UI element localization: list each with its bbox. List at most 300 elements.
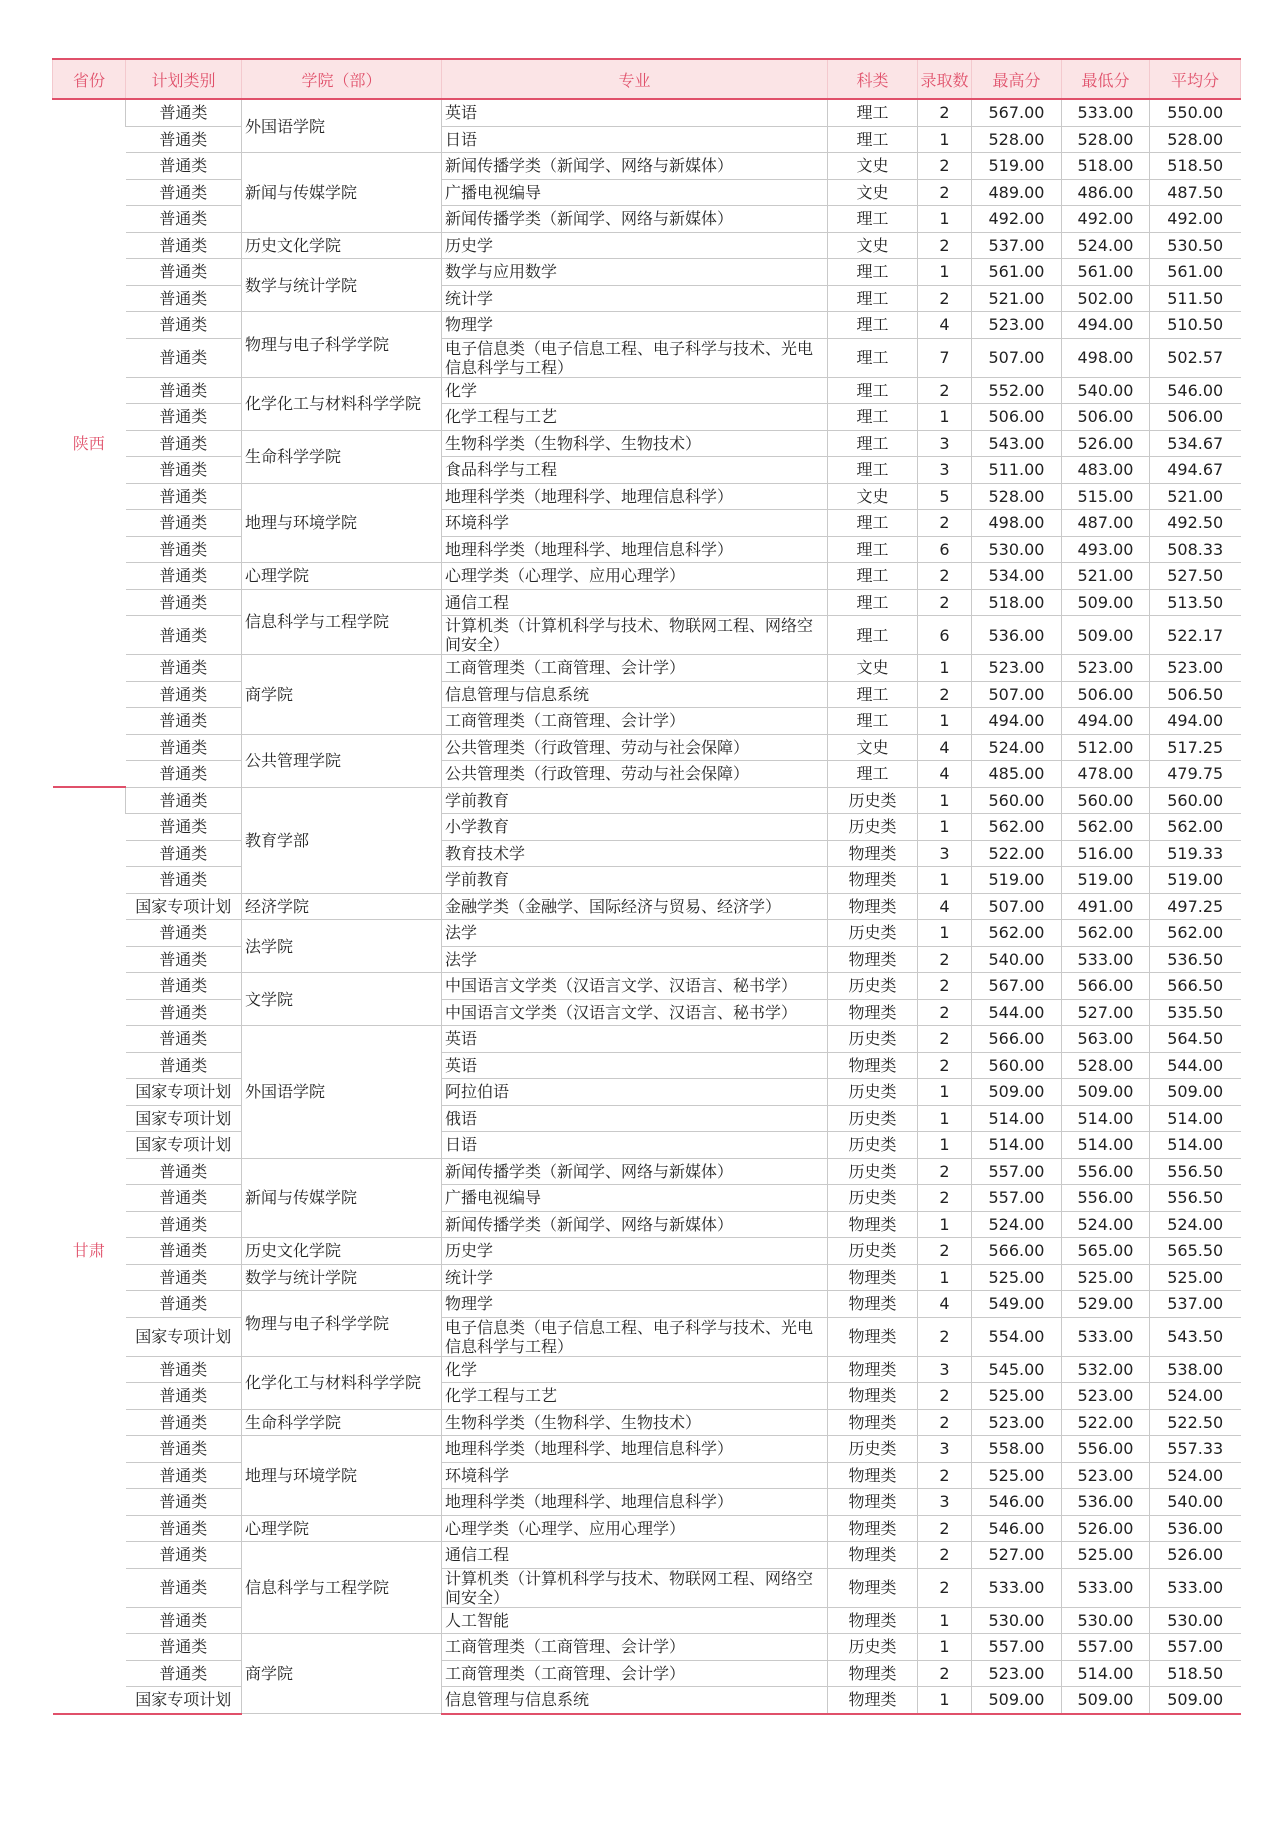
plan-type-cell: 普通类: [126, 285, 242, 312]
plan-type-cell: 普通类: [126, 99, 242, 126]
max-score-cell: 534.00: [972, 563, 1062, 590]
admitted-count-cell: 1: [918, 1132, 972, 1159]
admitted-count-cell: 1: [918, 920, 972, 947]
table-row: [53, 457, 1241, 484]
subject-cell: 理工: [828, 259, 918, 286]
avg-score-cell: 492.00: [1150, 206, 1241, 233]
major-cell: 中国语言文学类（汉语言文学、汉语言、秘书学）: [442, 973, 828, 1000]
college-cell: 心理学院: [242, 563, 442, 590]
admitted-count-cell: 6: [918, 616, 972, 655]
min-score-cell: 521.00: [1062, 563, 1150, 590]
major-cell: 信息管理与信息系统: [442, 1687, 828, 1714]
college-cell: 化学化工与材料科学学院: [242, 1356, 442, 1409]
plan-type-cell: 普通类: [126, 999, 242, 1026]
admitted-count-cell: 1: [918, 867, 972, 894]
min-score-cell: 527.00: [1062, 999, 1150, 1026]
avg-score-cell: 524.00: [1150, 1211, 1241, 1238]
admitted-count-cell: 2: [918, 1158, 972, 1185]
table-row: [53, 840, 1241, 867]
plan-type-cell: 普通类: [126, 1462, 242, 1489]
major-cell: 学前教育: [442, 867, 828, 894]
max-score-cell: 514.00: [972, 1105, 1062, 1132]
max-score-cell: 511.00: [972, 457, 1062, 484]
admitted-count-cell: 3: [918, 430, 972, 457]
plan-type-cell: 普通类: [126, 761, 242, 788]
subject-cell: 历史类: [828, 1185, 918, 1212]
plan-type-cell: 普通类: [126, 153, 242, 180]
admitted-count-cell: 2: [918, 232, 972, 259]
min-score-cell: 529.00: [1062, 1291, 1150, 1318]
major-cell: 物理学: [442, 1291, 828, 1318]
plan-type-cell: 普通类: [126, 708, 242, 735]
major-cell: 信息管理与信息系统: [442, 681, 828, 708]
avg-score-cell: 509.00: [1150, 1079, 1241, 1106]
max-score-cell: 485.00: [972, 761, 1062, 788]
admitted-count-cell: 3: [918, 1436, 972, 1463]
admitted-count-cell: 2: [918, 681, 972, 708]
major-cell: 化学工程与工艺: [442, 1383, 828, 1410]
plan-type-cell: 普通类: [126, 867, 242, 894]
major-cell: 统计学: [442, 285, 828, 312]
subject-cell: 物理类: [828, 893, 918, 920]
major-cell: 物理学: [442, 312, 828, 339]
min-score-cell: 533.00: [1062, 1568, 1150, 1607]
max-score-cell: 527.00: [972, 1542, 1062, 1569]
avg-score-cell: 510.50: [1150, 312, 1241, 339]
max-score-cell: 523.00: [972, 312, 1062, 339]
max-score-cell: 507.00: [972, 681, 1062, 708]
subject-cell: 文史: [828, 232, 918, 259]
subject-cell: 理工: [828, 312, 918, 339]
avg-score-cell: 527.50: [1150, 563, 1241, 590]
subject-cell: 物理类: [828, 1052, 918, 1079]
avg-score-cell: 528.00: [1150, 126, 1241, 153]
admitted-count-cell: 2: [918, 153, 972, 180]
avg-score-cell: 497.25: [1150, 893, 1241, 920]
subject-cell: 物理类: [828, 1489, 918, 1516]
max-score-cell: 558.00: [972, 1436, 1062, 1463]
table-row: [53, 483, 1241, 510]
max-score-cell: 533.00: [972, 1568, 1062, 1607]
major-cell: 食品科学与工程: [442, 457, 828, 484]
table-row: [53, 681, 1241, 708]
admitted-count-cell: 2: [918, 999, 972, 1026]
avg-score-cell: 524.00: [1150, 1462, 1241, 1489]
admitted-count-cell: 1: [918, 1211, 972, 1238]
max-score-cell: 537.00: [972, 232, 1062, 259]
avg-score-cell: 487.50: [1150, 179, 1241, 206]
subject-cell: 物理类: [828, 999, 918, 1026]
major-cell: 广播电视编导: [442, 179, 828, 206]
subject-cell: 理工: [828, 206, 918, 233]
min-score-cell: 494.00: [1062, 312, 1150, 339]
admitted-count-cell: 2: [918, 1026, 972, 1053]
major-cell: 法学: [442, 946, 828, 973]
admitted-count-cell: 2: [918, 946, 972, 973]
major-cell: 生物科学类（生物科学、生物技术）: [442, 430, 828, 457]
table-row: [53, 377, 1241, 404]
college-cell: 法学院: [242, 920, 442, 973]
table-row: [53, 563, 1241, 590]
min-score-cell: 530.00: [1062, 1607, 1150, 1634]
college-cell: 外国语学院: [242, 99, 442, 153]
college-cell: 历史文化学院: [242, 232, 442, 259]
province-cell: 陕西: [53, 99, 126, 787]
college-cell: 地理与环境学院: [242, 1436, 442, 1516]
table-row: [53, 708, 1241, 735]
subject-cell: 理工: [828, 377, 918, 404]
min-score-cell: 565.00: [1062, 1238, 1150, 1265]
table-row: [53, 1356, 1241, 1383]
min-score-cell: 562.00: [1062, 920, 1150, 947]
table-row: [53, 1436, 1241, 1463]
plan-type-cell: 普通类: [126, 840, 242, 867]
avg-score-cell: 561.00: [1150, 259, 1241, 286]
plan-type-cell: 普通类: [126, 179, 242, 206]
admitted-count-cell: 1: [918, 787, 972, 814]
major-cell: 电子信息类（电子信息工程、电子科学与技术、光电信息科学与工程）: [442, 1317, 828, 1356]
admitted-count-cell: 1: [918, 1607, 972, 1634]
major-cell: 心理学类（心理学、应用心理学）: [442, 1515, 828, 1542]
plan-type-cell: 国家专项计划: [126, 1317, 242, 1356]
major-cell: 金融学类（金融学、国际经济与贸易、经济学）: [442, 893, 828, 920]
admitted-count-cell: 1: [918, 1687, 972, 1714]
table-row: [53, 206, 1241, 233]
table-row: [53, 1489, 1241, 1516]
plan-type-cell: 普通类: [126, 1052, 242, 1079]
major-cell: 计算机类（计算机科学与技术、物联网工程、网络空间安全）: [442, 1568, 828, 1607]
min-score-cell: 556.00: [1062, 1436, 1150, 1463]
college-cell: 心理学院: [242, 1515, 442, 1542]
plan-type-cell: 普通类: [126, 787, 242, 814]
plan-type-cell: 普通类: [126, 1264, 242, 1291]
avg-score-cell: 536.00: [1150, 1515, 1241, 1542]
college-cell: 数学与统计学院: [242, 1264, 442, 1291]
min-score-cell: 561.00: [1062, 259, 1150, 286]
max-score-cell: 524.00: [972, 734, 1062, 761]
province-cell: 甘肃: [53, 787, 126, 1714]
plan-type-cell: 普通类: [126, 1542, 242, 1569]
admitted-count-cell: 2: [918, 1515, 972, 1542]
subject-cell: 理工: [828, 616, 918, 655]
subject-cell: 理工: [828, 404, 918, 431]
subject-cell: 历史类: [828, 787, 918, 814]
max-score-cell: 543.00: [972, 430, 1062, 457]
table-row: [53, 1052, 1241, 1079]
admitted-count-cell: 7: [918, 338, 972, 377]
table-row: [53, 973, 1241, 1000]
table-row: [53, 430, 1241, 457]
subject-cell: 物理类: [828, 1264, 918, 1291]
college-cell: 信息科学与工程学院: [242, 1542, 442, 1634]
admitted-count-cell: 4: [918, 312, 972, 339]
avg-score-cell: 566.50: [1150, 973, 1241, 1000]
max-score-cell: 494.00: [972, 708, 1062, 735]
table-row: [53, 285, 1241, 312]
plan-type-cell: 普通类: [126, 536, 242, 563]
subject-cell: 文史: [828, 483, 918, 510]
header-avg-score: 平均分: [1150, 59, 1241, 99]
avg-score-cell: 506.50: [1150, 681, 1241, 708]
max-score-cell: 545.00: [972, 1356, 1062, 1383]
avg-score-cell: 492.50: [1150, 510, 1241, 537]
avg-score-cell: 514.00: [1150, 1132, 1241, 1159]
avg-score-cell: 521.00: [1150, 483, 1241, 510]
max-score-cell: 561.00: [972, 259, 1062, 286]
min-score-cell: 557.00: [1062, 1634, 1150, 1661]
table-row: [53, 126, 1241, 153]
max-score-cell: 509.00: [972, 1079, 1062, 1106]
table-row: [53, 1211, 1241, 1238]
plan-type-cell: 普通类: [126, 589, 242, 616]
min-score-cell: 540.00: [1062, 377, 1150, 404]
avg-score-cell: 511.50: [1150, 285, 1241, 312]
major-cell: 数学与应用数学: [442, 259, 828, 286]
subject-cell: 理工: [828, 510, 918, 537]
max-score-cell: 544.00: [972, 999, 1062, 1026]
admitted-count-cell: 2: [918, 1660, 972, 1687]
admitted-count-cell: 2: [918, 1409, 972, 1436]
major-cell: 中国语言文学类（汉语言文学、汉语言、秘书学）: [442, 999, 828, 1026]
table-row: [53, 1105, 1241, 1132]
subject-cell: 文史: [828, 179, 918, 206]
max-score-cell: 528.00: [972, 483, 1062, 510]
avg-score-cell: 534.67: [1150, 430, 1241, 457]
max-score-cell: 562.00: [972, 920, 1062, 947]
plan-type-cell: 普通类: [126, 1515, 242, 1542]
table-row: [53, 1515, 1241, 1542]
subject-cell: 历史类: [828, 814, 918, 841]
table-row: [53, 1542, 1241, 1569]
major-cell: 工商管理类（工商管理、会计学）: [442, 1634, 828, 1661]
min-score-cell: 502.00: [1062, 285, 1150, 312]
admitted-count-cell: 5: [918, 483, 972, 510]
subject-cell: 物理类: [828, 1211, 918, 1238]
plan-type-cell: 普通类: [126, 377, 242, 404]
max-score-cell: 507.00: [972, 893, 1062, 920]
subject-cell: 物理类: [828, 1317, 918, 1356]
plan-type-cell: 普通类: [126, 1211, 242, 1238]
subject-cell: 物理类: [828, 1607, 918, 1634]
table-row: [53, 536, 1241, 563]
header-major: 专业: [442, 59, 828, 99]
major-cell: 环境科学: [442, 1462, 828, 1489]
subject-cell: 物理类: [828, 1687, 918, 1714]
subject-cell: 理工: [828, 536, 918, 563]
subject-cell: 历史类: [828, 1105, 918, 1132]
plan-type-cell: 普通类: [126, 312, 242, 339]
avg-score-cell: 540.00: [1150, 1489, 1241, 1516]
min-score-cell: 478.00: [1062, 761, 1150, 788]
avg-score-cell: 494.67: [1150, 457, 1241, 484]
major-cell: 日语: [442, 1132, 828, 1159]
table-row: [53, 510, 1241, 537]
admitted-count-cell: 4: [918, 893, 972, 920]
admitted-count-cell: 1: [918, 1079, 972, 1106]
major-cell: 地理科学类（地理科学、地理信息科学）: [442, 483, 828, 510]
table-row: [53, 1026, 1241, 1053]
table-row: [53, 338, 1241, 377]
table-row: [53, 1607, 1241, 1634]
avg-score-cell: 544.00: [1150, 1052, 1241, 1079]
table-row: [53, 999, 1241, 1026]
max-score-cell: 557.00: [972, 1158, 1062, 1185]
min-score-cell: 515.00: [1062, 483, 1150, 510]
min-score-cell: 491.00: [1062, 893, 1150, 920]
avg-score-cell: 536.50: [1150, 946, 1241, 973]
subject-cell: 物理类: [828, 1660, 918, 1687]
subject-cell: 物理类: [828, 867, 918, 894]
plan-type-cell: 普通类: [126, 338, 242, 377]
min-score-cell: 533.00: [1062, 946, 1150, 973]
min-score-cell: 498.00: [1062, 338, 1150, 377]
max-score-cell: 562.00: [972, 814, 1062, 841]
max-score-cell: 560.00: [972, 1052, 1062, 1079]
max-score-cell: 506.00: [972, 404, 1062, 431]
avg-score-cell: 556.50: [1150, 1158, 1241, 1185]
college-cell: 地理与环境学院: [242, 483, 442, 563]
plan-type-cell: 普通类: [126, 259, 242, 286]
subject-cell: 理工: [828, 681, 918, 708]
max-score-cell: 540.00: [972, 946, 1062, 973]
major-cell: 工商管理类（工商管理、会计学）: [442, 655, 828, 682]
major-cell: 化学: [442, 377, 828, 404]
table-row: [53, 1158, 1241, 1185]
major-cell: 学前教育: [442, 787, 828, 814]
admitted-count-cell: 2: [918, 589, 972, 616]
max-score-cell: 530.00: [972, 1607, 1062, 1634]
admitted-count-cell: 2: [918, 1542, 972, 1569]
table-row: [53, 1317, 1241, 1356]
plan-type-cell: 普通类: [126, 814, 242, 841]
subject-cell: 物理类: [828, 1356, 918, 1383]
table-row: [53, 946, 1241, 973]
min-score-cell: 524.00: [1062, 1211, 1150, 1238]
subject-cell: 理工: [828, 338, 918, 377]
max-score-cell: 498.00: [972, 510, 1062, 537]
admitted-count-cell: 1: [918, 1634, 972, 1661]
plan-type-cell: 普通类: [126, 1436, 242, 1463]
table-row: [53, 867, 1241, 894]
admitted-count-cell: 4: [918, 761, 972, 788]
admitted-count-cell: 2: [918, 1052, 972, 1079]
min-score-cell: 514.00: [1062, 1132, 1150, 1159]
table-row: [53, 616, 1241, 655]
major-cell: 化学工程与工艺: [442, 404, 828, 431]
table-body: [53, 99, 1241, 1714]
subject-cell: 理工: [828, 457, 918, 484]
avg-score-cell: 513.50: [1150, 589, 1241, 616]
subject-cell: 理工: [828, 430, 918, 457]
min-score-cell: 516.00: [1062, 840, 1150, 867]
avg-score-cell: 524.00: [1150, 1383, 1241, 1410]
max-score-cell: 509.00: [972, 1687, 1062, 1714]
admitted-count-cell: 1: [918, 814, 972, 841]
avg-score-cell: 514.00: [1150, 1105, 1241, 1132]
college-cell: 公共管理学院: [242, 734, 442, 787]
subject-cell: 历史类: [828, 1436, 918, 1463]
admitted-count-cell: 2: [918, 510, 972, 537]
avg-score-cell: 543.50: [1150, 1317, 1241, 1356]
subject-cell: 物理类: [828, 840, 918, 867]
min-score-cell: 483.00: [1062, 457, 1150, 484]
major-cell: 工商管理类（工商管理、会计学）: [442, 708, 828, 735]
avg-score-cell: 562.00: [1150, 920, 1241, 947]
table-row: [53, 153, 1241, 180]
subject-cell: 历史类: [828, 1132, 918, 1159]
subject-cell: 历史类: [828, 1026, 918, 1053]
min-score-cell: 526.00: [1062, 430, 1150, 457]
admitted-count-cell: 1: [918, 655, 972, 682]
subject-cell: 理工: [828, 708, 918, 735]
plan-type-cell: 普通类: [126, 457, 242, 484]
major-cell: 英语: [442, 1026, 828, 1053]
table-row: [53, 589, 1241, 616]
table-row: [53, 734, 1241, 761]
major-cell: 心理学类（心理学、应用心理学）: [442, 563, 828, 590]
college-cell: 信息科学与工程学院: [242, 589, 442, 655]
max-score-cell: 557.00: [972, 1185, 1062, 1212]
max-score-cell: 519.00: [972, 867, 1062, 894]
major-cell: 新闻传播学类（新闻学、网络与新媒体）: [442, 1211, 828, 1238]
admitted-count-cell: 2: [918, 1185, 972, 1212]
admitted-count-cell: 1: [918, 126, 972, 153]
max-score-cell: 518.00: [972, 589, 1062, 616]
max-score-cell: 525.00: [972, 1264, 1062, 1291]
admitted-count-cell: 2: [918, 179, 972, 206]
min-score-cell: 509.00: [1062, 1079, 1150, 1106]
min-score-cell: 509.00: [1062, 589, 1150, 616]
avg-score-cell: 533.00: [1150, 1568, 1241, 1607]
major-cell: 生物科学类（生物科学、生物技术）: [442, 1409, 828, 1436]
major-cell: 环境科学: [442, 510, 828, 537]
max-score-cell: 566.00: [972, 1238, 1062, 1265]
avg-score-cell: 564.50: [1150, 1026, 1241, 1053]
subject-cell: 理工: [828, 126, 918, 153]
min-score-cell: 492.00: [1062, 206, 1150, 233]
admitted-count-cell: 2: [918, 1462, 972, 1489]
major-cell: 历史学: [442, 232, 828, 259]
plan-type-cell: 普通类: [126, 1185, 242, 1212]
max-score-cell: 507.00: [972, 338, 1062, 377]
college-cell: 外国语学院: [242, 1026, 442, 1159]
avg-score-cell: 562.00: [1150, 814, 1241, 841]
admitted-count-cell: 2: [918, 1317, 972, 1356]
major-cell: 新闻传播学类（新闻学、网络与新媒体）: [442, 206, 828, 233]
major-cell: 历史学: [442, 1238, 828, 1265]
max-score-cell: 557.00: [972, 1634, 1062, 1661]
plan-type-cell: 普通类: [126, 483, 242, 510]
max-score-cell: 523.00: [972, 1660, 1062, 1687]
plan-type-cell: 国家专项计划: [126, 1687, 242, 1714]
table-row: [53, 814, 1241, 841]
avg-score-cell: 517.25: [1150, 734, 1241, 761]
plan-type-cell: 普通类: [126, 734, 242, 761]
major-cell: 广播电视编导: [442, 1185, 828, 1212]
min-score-cell: 536.00: [1062, 1489, 1150, 1516]
subject-cell: 历史类: [828, 1634, 918, 1661]
major-cell: 人工智能: [442, 1607, 828, 1634]
table-row: [53, 920, 1241, 947]
plan-type-cell: 普通类: [126, 655, 242, 682]
plan-type-cell: 普通类: [126, 1568, 242, 1607]
avg-score-cell: 530.50: [1150, 232, 1241, 259]
subject-cell: 物理类: [828, 946, 918, 973]
max-score-cell: 525.00: [972, 1383, 1062, 1410]
admitted-count-cell: 3: [918, 840, 972, 867]
subject-cell: 物理类: [828, 1515, 918, 1542]
college-cell: 数学与统计学院: [242, 259, 442, 312]
